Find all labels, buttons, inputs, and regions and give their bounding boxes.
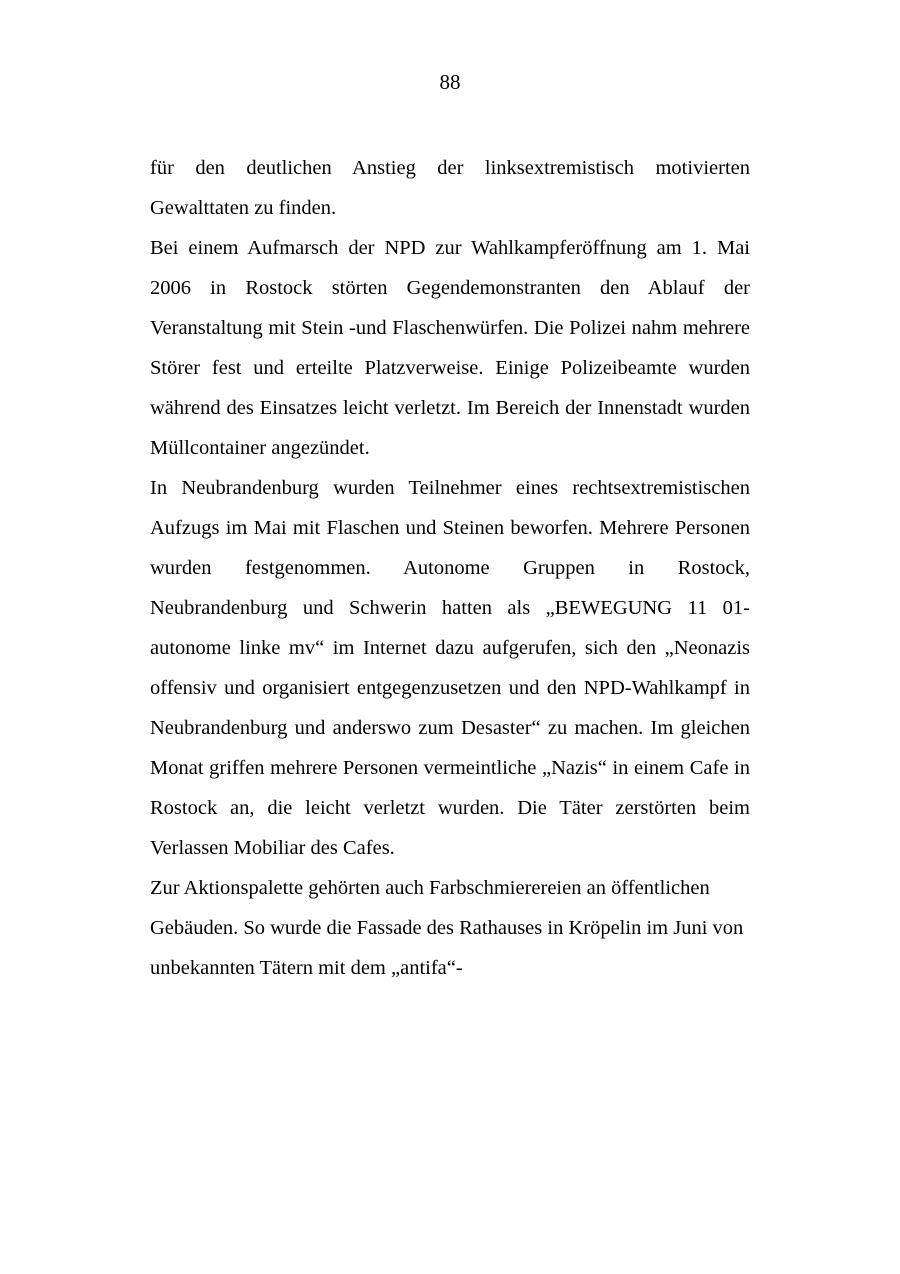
- page-number: 88: [439, 70, 461, 94]
- paragraph: In Neubrandenburg wurden Teilnehmer eines rechtsextremistischen Aufzugs im Mai mit Flaschen und Steinen beworfen. Mehrere Personen wurden festgenommen. Autonome Gruppen in Rostock, Neubrandenburg und Schwerin hatten als „BEWEGUNG 11 01-autonome linke mv“ im Internet dazu aufgerufen, sich den „Neonazis offensiv und organisiert entgegenzusetzen und den NPD-Wahlkampf in Neubrandenburg und anderswo zum Desaster“ zu machen. Im gleichen Monat griffen mehrere Personen vermeintliche „Nazis“ in einem Cafe in Rostock an, die leicht verletzt wurden. Die Täter zerstörten beim Verlassen Mobiliar des Cafes.: [150, 477, 750, 859]
- paragraph: Bei einem Aufmarsch der NPD zur Wahlkampferöffnung am 1. Mai 2006 in Rostock störten Gegendemonstranten den Ablauf der Veranstaltung mit Stein -und Flaschenwürfen. Die Polizei nahm mehrere Störer fest und erteilte Platzverweise. Einige Polizeibeamte wurden während des Einsatzes leicht verletzt. Im Bereich der Innenstadt wurden Müllcontainer angezündet.: [150, 237, 750, 459]
- paragraph: für den deutlichen Anstieg der linksextremistisch motivierten Gewalttaten zu finden.: [150, 157, 750, 219]
- paragraph: Zur Aktionspalette gehörten auch Farbschmierereien an öffentlichen Gebäuden. So wurde die Fassade des Rathauses in Kröpelin im Juni von unbekannten Tätern mit dem „antifa“-: [150, 877, 744, 979]
- body-text: [150, 148, 750, 988]
